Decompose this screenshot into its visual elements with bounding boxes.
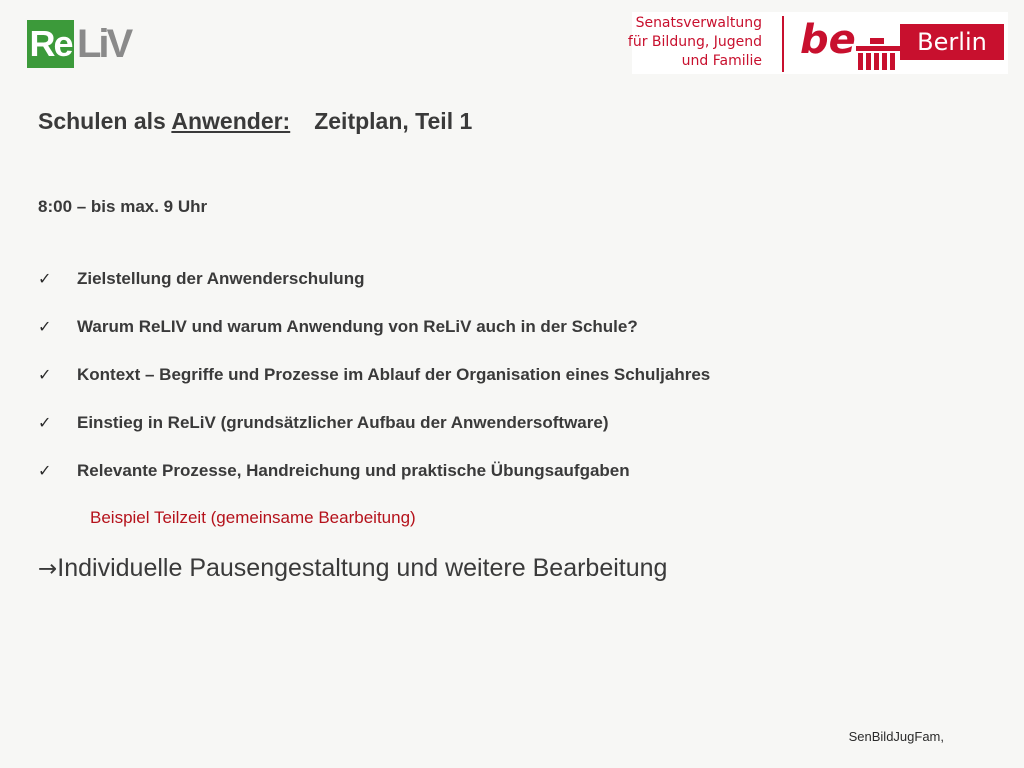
- footer-label: SenBildJugFam,: [848, 729, 944, 744]
- be-logo-text: be: [800, 17, 856, 63]
- title-suffix: Zeitplan, Teil 1: [314, 108, 473, 134]
- logo-divider: [782, 16, 784, 72]
- slide-title: [38, 108, 472, 135]
- senat-berlin-logo: [627, 12, 1008, 74]
- agenda-item-text: Zielstellung der Anwenderschulung: [77, 269, 365, 288]
- reliv-logo: [27, 20, 167, 70]
- time-range: 8:00 – bis max. 9 Uhr: [38, 197, 208, 216]
- right-arrow-icon: →: [38, 556, 58, 582]
- title-underlined: Anwender:: [171, 108, 291, 134]
- title-prefix: Schulen als: [38, 108, 172, 134]
- senat-line-2: für Bildung, Jugend: [627, 34, 762, 50]
- agenda-item-text: Kontext – Begriffe und Prozesse im Ablauf der Organisation eines Schuljahres: [77, 365, 711, 384]
- agenda-item-text: Einstieg in ReLiV (grundsätzlicher Aufbau der Anwendersoftware): [77, 413, 609, 432]
- checkmark-icon: ✓: [38, 317, 52, 336]
- senat-logo-text: [622, 14, 762, 71]
- checkmark-icon: ✓: [38, 365, 52, 384]
- arrow-statement-text: Individuelle Pausengestaltung und weitere Bearbeitung: [57, 554, 668, 582]
- agenda-item-text: Relevante Prozesse, Handreichung und praktische Übungsaufgaben: [77, 461, 630, 480]
- berlin-logo-box: Berlin: [900, 24, 1004, 60]
- reliv-logo-re: Re: [27, 20, 74, 68]
- checkmark-icon: ✓: [38, 269, 52, 288]
- reliv-logo-liv: LiV: [77, 22, 131, 66]
- arrow-statement: [38, 554, 667, 583]
- agenda-item-text: Warum ReLIV und warum Anwendung von ReLiV auch in der Schule?: [77, 317, 638, 336]
- checkmark-icon: ✓: [38, 413, 52, 432]
- brandenburg-gate-icon: [800, 16, 900, 70]
- senat-line-3: und Familie: [681, 53, 762, 69]
- senat-line-1: Senatsverwaltung: [635, 15, 762, 31]
- sub-item-example: Beispiel Teilzeit (gemeinsame Bearbeitung): [90, 508, 416, 527]
- be-berlin-mark: [800, 16, 900, 70]
- checkmark-icon: ✓: [38, 461, 52, 480]
